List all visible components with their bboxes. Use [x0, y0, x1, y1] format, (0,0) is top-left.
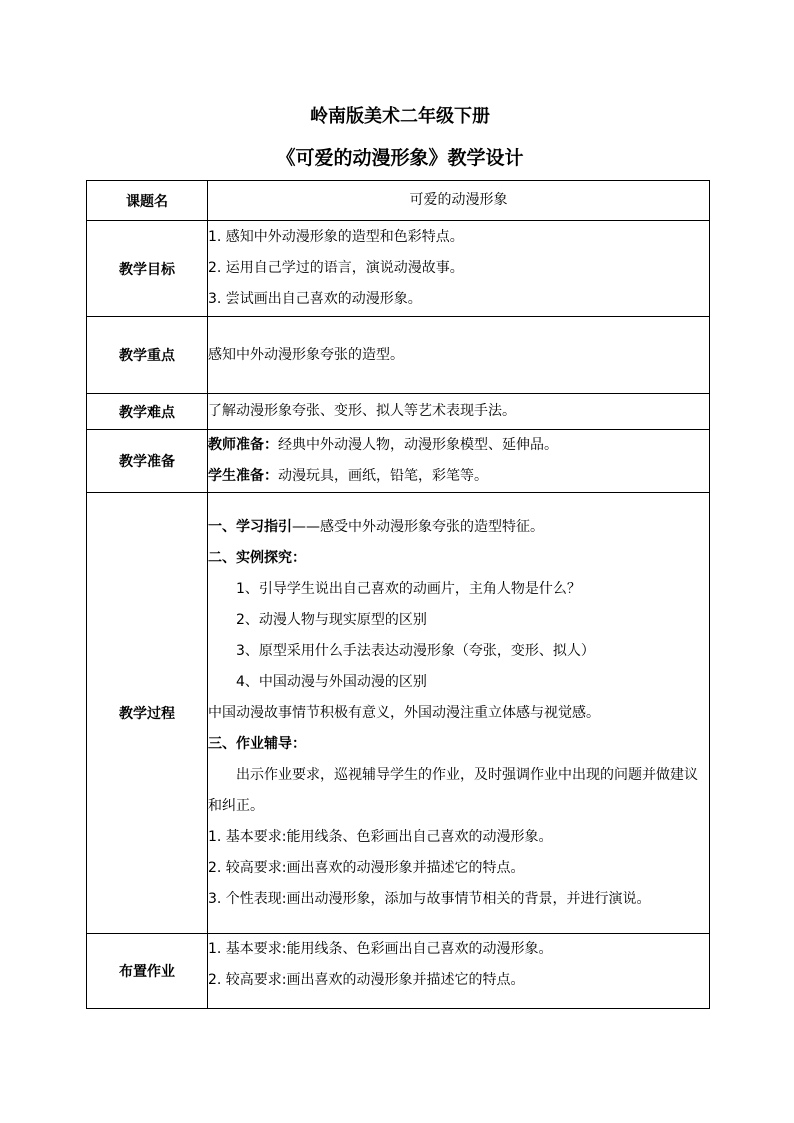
goals-label: 教学目标 — [87, 221, 208, 317]
section-3-paragraph: 出示作业要求，巡视辅导学生的作业，及时强调作业中出现的问题并做建议和纠正。 — [208, 766, 698, 814]
goal-item: 3. 尝试画出自己喜欢的动漫形象。 — [208, 291, 422, 307]
teacher-prep-value: 经典中外动漫人物，动漫形象模型、延伸品。 — [278, 437, 558, 453]
row-prep — [87, 430, 710, 493]
row-key — [87, 317, 710, 394]
section-2-item: 3、原型采用什么手法表达动漫形象（夸张，变形、拟人） — [236, 642, 595, 659]
section-2-item: 4、中国动漫与外国动漫的区别 — [236, 673, 427, 690]
prep-content — [208, 430, 710, 493]
section-3-item: 3. 个性表现:画出动漫形象，添加与故事情节相关的背景，并进行演说。 — [208, 890, 651, 907]
topic-value: 可爱的动漫形象 — [208, 181, 710, 221]
section-2-item: 1、引导学生说出自己喜欢的动画片，主角人物是什么？ — [236, 580, 581, 597]
student-prep-label: 学生准备： — [208, 468, 278, 484]
goals-content — [208, 221, 710, 317]
lesson-plan-table — [86, 180, 710, 1009]
topic-label: 课题名 — [87, 181, 208, 221]
section-2-item: 2、动漫人物与现实原型的区别 — [236, 611, 427, 628]
key-value: 感知中外动漫形象夸张的造型。 — [208, 317, 710, 394]
student-prep-value: 动漫玩具，画纸，铅笔，彩笔等。 — [278, 468, 488, 484]
homework-label: 布置作业 — [87, 934, 208, 1009]
teacher-prep — [208, 430, 709, 461]
difficulty-value: 了解动漫形象夸张、变形、拟人等艺术表现手法。 — [208, 394, 710, 430]
key-label: 教学重点 — [87, 317, 208, 394]
section-3-item: 1. 基本要求:能用线条、色彩画出自己喜欢的动漫形象。 — [208, 828, 553, 845]
document-subtitle: 《可爱的动漫形象》教学设计 — [276, 147, 524, 169]
row-goals — [87, 221, 710, 317]
difficulty-label: 教学难点 — [87, 394, 208, 430]
homework-content — [208, 934, 710, 1009]
process-content — [208, 493, 710, 934]
homework-item: 2. 较高要求:画出喜欢的动漫形象并描述它的特点。 — [208, 972, 525, 988]
row-homework — [87, 934, 710, 1009]
row-difficulty — [87, 394, 710, 430]
section-2-note: 中国动漫故事情节积极有意义，外国动漫注重立体感与视觉感。 — [208, 704, 600, 721]
teacher-prep-label: 教师准备： — [208, 437, 278, 453]
goal-item: 2. 运用自己学过的语言，演说动漫故事。 — [208, 260, 464, 276]
row-process — [87, 493, 710, 934]
section-1-heading: 一、学习指引 — [208, 518, 292, 535]
section-1 — [208, 512, 709, 543]
prep-label: 教学准备 — [87, 430, 208, 493]
row-topic — [87, 181, 710, 221]
section-3-heading: 三、作业辅导： — [208, 735, 306, 752]
process-label: 教学过程 — [87, 493, 208, 934]
goal-item: 1. 感知中外动漫形象的造型和色彩特点。 — [208, 229, 464, 245]
homework-item: 1. 基本要求:能用线条、色彩画出自己喜欢的动漫形象。 — [208, 941, 553, 957]
student-prep — [208, 461, 709, 492]
section-1-text: ——感受中外动漫形象夸张的造型特征。 — [292, 518, 544, 535]
section-2-heading: 二、实例探究： — [208, 549, 306, 566]
section-3-item: 2. 较高要求:画出喜欢的动漫形象并描述它的特点。 — [208, 859, 525, 876]
document-title: 岭南版美术二年级下册 — [310, 106, 490, 127]
